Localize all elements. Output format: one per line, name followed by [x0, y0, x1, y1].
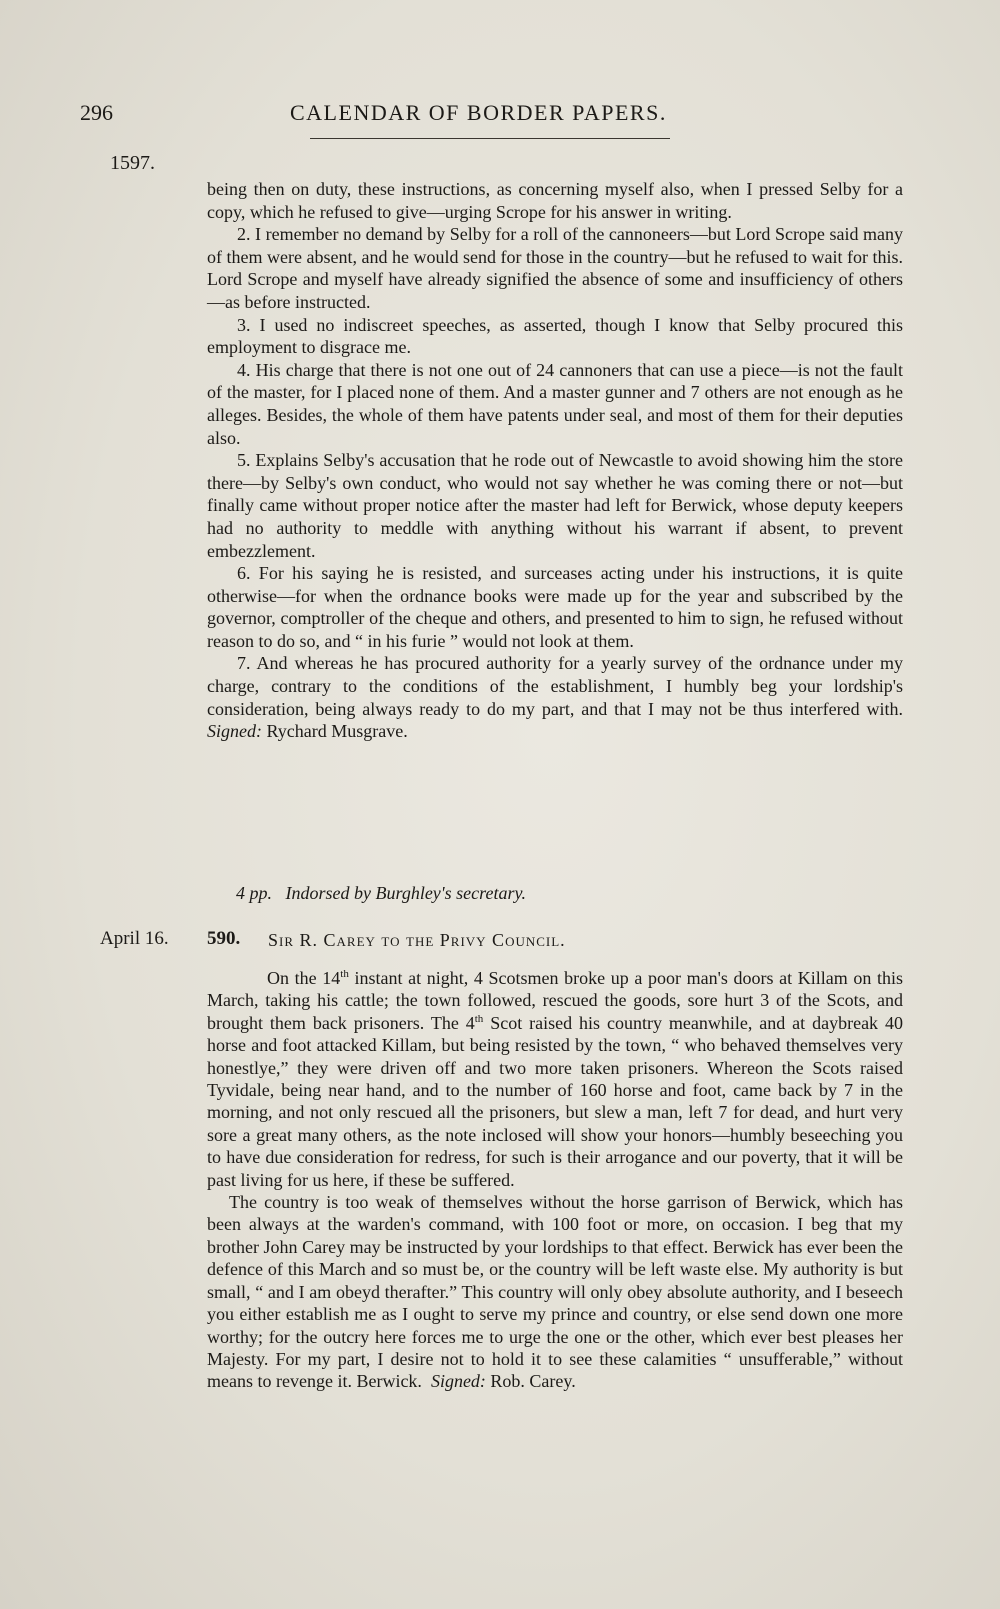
paragraph-text: The country is too weak of themselves without the horse garrison of Berwick, which has been always at the warden's command, with 100 foot or more, on occasion. I beg that my brother John Carey may be instructed by your lordships to that effect. Berwick has ever been the defence of this March and so must be, or the country will be left waste else. My authority is but small, “ and I am obeyd therafter.” This country will only obey absolute authority, and I beseech you either establish me as I ought to serve my prince and country, or else send down one more worthy; for the outcry here forces me to urge the one or the other, which ever best pleases her Majesty. For my part, I desire not to hold it to see these calamities “ unsufferable,” without means to revenge it. Berwick. — [207, 1192, 903, 1392]
year-marginal: 1597. — [110, 152, 155, 174]
signatory: Rychard Musgrave. — [266, 721, 408, 742]
entry-number: 590. — [207, 928, 241, 949]
entry-date: April 16. — [100, 928, 169, 949]
paragraph: 4. His charge that there is not one out of 24 cannoners that can use a piece—is not the fault of the master, for I placed none of them. And a master gunner and 7 others are not enough as he alleges. Besides, the whole of them have patents under seal, and most of them for their deputies also. — [207, 359, 903, 448]
page-header — [80, 100, 720, 130]
letter-body-carey — [207, 967, 903, 1393]
running-title: CALENDAR OF BORDER PAPERS. — [290, 100, 667, 125]
text-run: On the 14 — [267, 968, 341, 988]
letter-body-musgrave — [207, 178, 903, 743]
text-run: instant at night, 4 Scotsmen broke up a poor man's doors at Killam on this March, taking his cattle; the town followed, rescued the goods, sore hurt 3 of the Scots, and brought them back prisoners. The 4 — [207, 968, 903, 1033]
endorsement-text: Indorsed by Burghley's secretary. — [285, 883, 526, 903]
superscript: th — [474, 1012, 484, 1025]
page-count: 4 pp. — [236, 883, 272, 903]
signed-label: Signed: — [430, 1371, 486, 1392]
paragraph-signed — [207, 1191, 903, 1393]
paragraph-text: 7. And whereas he has procured authority for a yearly survey of the ordnance under my charge, contrary to the conditions of the establishment, I humbly beg your lordship's consideration, being always ready to do my part, and that I may not be thus interfered with. — [207, 653, 903, 719]
paragraph-signed — [207, 652, 903, 742]
paragraph: 6. For his saying he is resisted, and surceases acting under his instructions, it is quite otherwise—for when the ordnance books were made up for the year and subscribed by the governor, comptroller of the cheque and others, and presented to him to sign, he refused without reason to do so, and “ in his furie ” would not look at them. — [207, 563, 903, 651]
paragraph: 3. I used no indiscreet speeches, as asserted, though I know that Selby procured this employment to disgrace me. — [207, 314, 903, 358]
header-rule — [310, 138, 670, 139]
paragraph: being then on duty, these instructions, as concerning myself also, when I pressed Selby for a copy, which he refused to give—urging Scrope for his answer in writing. — [207, 179, 903, 222]
signatory: Rob. Carey. — [490, 1371, 576, 1392]
paragraph — [207, 967, 903, 1191]
signed-label: Signed: — [207, 721, 262, 742]
entry-heading: Sir R. Carey to the Privy Council. — [268, 930, 566, 950]
paragraph: 5. Explains Selby's accusation that he rode out of Newcastle to avoid showing him the store there—by Selby's own conduct, who would not say whether he was coming there or not—but finally came without proper notice after the master had left for Berwick, whose deputy keepers had no authority to meddle with anything without his warrant if absent, to prevent embezzlement. — [207, 450, 903, 561]
paragraph: 2. I remember no demand by Selby for a roll of the cannoneers—but Lord Scrope said many of them were absent, and he would send for those in the country—but he refused to wait for this. Lord Scrope and myself have already signified the absence of some and insufficiency of others—as before instructed. — [207, 224, 903, 312]
page-number: 296 — [80, 100, 113, 125]
text-run: Scot raised his country meanwhile, and at daybreak 40 horse and foot attacked Killam, but being resisted by the town, “ who behaved themselves very honestlye,” they were driven off and two more taken prisoners. Whereon the Scots raised Tyvidale, being near hand, and to the number of 160 horse and foot, came back by 7 in the morning, and not only rescued all the prisoners, but slew a man, left 7 for dead, and hurt very sore a great many others, as the note inclosed will show your honors—humbly beseeching you to have due consideration for redress, for such is their arrogance and our poverty, that it will be past living for us here, if these be suffered. — [207, 1012, 903, 1190]
superscript: th — [340, 968, 349, 980]
endorsement — [236, 883, 526, 904]
